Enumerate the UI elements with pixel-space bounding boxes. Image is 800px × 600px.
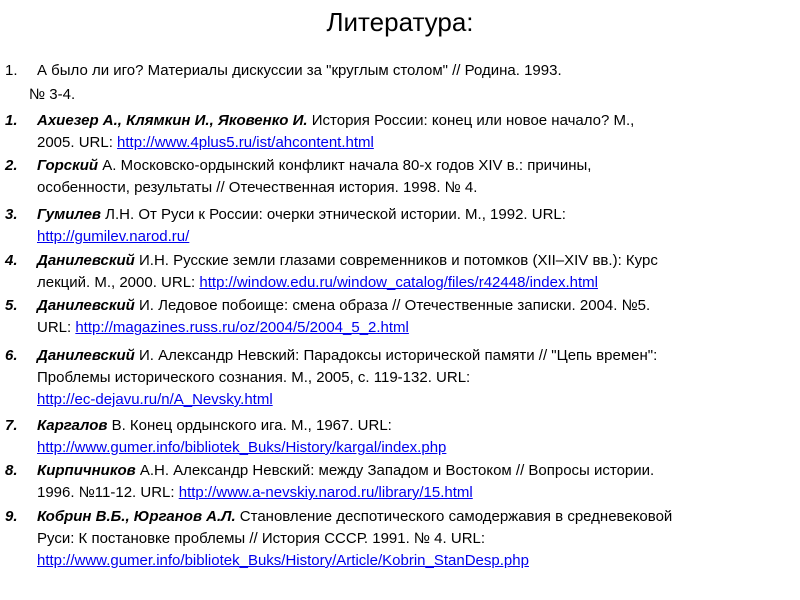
reference-line-text: В. Конец ордынского ига. М., 1967. URL: (107, 417, 392, 434)
reference-line (37, 550, 797, 572)
reference-number: 4. (5, 252, 18, 269)
reference-line-text: 2005. URL: (37, 134, 118, 151)
reference-line-text: Руси: К постановке проблемы // История СССР. 1991. № 4. URL: (37, 530, 486, 547)
reference-line-text: особенности, результаты // Отечественная история. 1998. № 4. (37, 179, 478, 196)
reference-url-link[interactable]: http://magazines.russ.ru/oz/2004/5/2004_5_2.html (75, 319, 409, 336)
reference-text (37, 110, 797, 154)
reference-line (37, 437, 797, 459)
reference-line (37, 132, 797, 154)
reference-line-text: А.Н. Александр Невский: между Западом и Востоком // Вопросы истории. (135, 462, 655, 479)
reference-url-link[interactable]: http://ec-dejavu.ru/n/A_Nevsky.html (37, 391, 273, 408)
reference-number: 9. (5, 508, 18, 525)
reference-text (37, 345, 797, 411)
reference-line (37, 528, 797, 550)
reference-author: Данилевский (37, 297, 135, 314)
reference-line-text: И. Ледовое побоище: смена образа // Отечественные записки. 2004. №5. (134, 297, 651, 314)
reference-line (37, 226, 797, 248)
reference-line (37, 250, 797, 272)
reference-number: 6. (5, 347, 18, 364)
reference-line-text: Становление деспотического самодержавия в средневековой (235, 508, 673, 525)
reference-number: 1. (5, 112, 18, 129)
reference-line-text: № 3-4. (29, 86, 76, 103)
reference-line-text: лекций. М., 2000. URL: (37, 274, 200, 291)
reference-url-link[interactable]: http://www.gumer.info/bibliotek_Buks/History/Article/Kobrin_StanDesp.php (37, 552, 529, 569)
reference-url-link[interactable]: http://www.a-nevskiy.narod.ru/library/15.html (178, 484, 473, 501)
reference-line (37, 60, 797, 82)
reference-line (37, 295, 797, 317)
reference-text (37, 204, 797, 248)
reference-number: 2. (5, 157, 18, 174)
reference-author: Кирпичников (37, 462, 136, 479)
reference-author: Горский (37, 157, 99, 174)
reference-text (37, 250, 797, 294)
reference-text (37, 295, 797, 339)
reference-line-text: А. Московско-ордынский конфликт начала 80-х годов XIV в.: причины, (98, 157, 592, 174)
reference-url-link[interactable]: http://www.4plus5.ru/ist/ahcontent.html (117, 134, 374, 151)
reference-line (37, 389, 797, 411)
reference-line (37, 317, 797, 339)
reference-line (37, 415, 797, 437)
reference-author: Данилевский (37, 347, 135, 364)
reference-line (37, 460, 797, 482)
reference-line (29, 84, 797, 106)
reference-line (37, 177, 797, 199)
reference-number: 5. (5, 297, 18, 314)
reference-number: 3. (5, 206, 18, 223)
reference-line-text: Л.Н. От Руси к России: очерки этнической истории. М., 1992. URL: (100, 206, 566, 223)
reference-author: Каргалов (37, 417, 108, 434)
reference-line (37, 367, 797, 389)
reference-text (37, 506, 797, 572)
reference-line-text: И. Александр Невский: Парадоксы исторической памяти // "Цепь времен": (134, 347, 658, 364)
reference-line-text: И.Н. Русские земли глазами современников и потомков (XII–XIV вв.): Курс (134, 252, 658, 269)
reference-text (37, 460, 797, 504)
reference-number: 8. (5, 462, 18, 479)
reference-url-link[interactable]: http://gumilev.narod.ru/ (37, 228, 190, 245)
reference-line-text: Проблемы исторического сознания. М., 2005, с. 119-132. URL: (37, 369, 471, 386)
reference-line-text: 1996. №11-12. URL: (37, 484, 179, 501)
reference-url-link[interactable]: http://window.edu.ru/window_catalog/files/r42448/index.html (199, 274, 598, 291)
reference-text (37, 155, 797, 199)
reference-line (37, 204, 797, 226)
reference-line (37, 345, 797, 367)
page-title: Литература: (326, 7, 474, 37)
reference-line-text: А было ли иго? Материалы дискуссии за "круглым столом" // Родина. 1993. (37, 62, 562, 79)
reference-text (37, 415, 797, 459)
reference-author: Ахиезер А., Клямкин И., Яковенко И. (37, 112, 308, 129)
reference-author: Гумилев (37, 206, 101, 223)
reference-line (37, 110, 797, 132)
reference-author: Кобрин В.Б., Юрганов А.Л. (37, 508, 236, 525)
reference-url-link[interactable]: http://www.gumer.info/bibliotek_Buks/History/kargal/index.php (37, 439, 447, 456)
reference-line (37, 155, 797, 177)
reference-author: Данилевский (37, 252, 135, 269)
reference-line (37, 506, 797, 528)
reference-line-text: История России: конец или новое начало? М., (307, 112, 635, 129)
reference-number: 1. (5, 62, 18, 79)
reference-line-text: URL: (37, 319, 76, 336)
reference-number: 7. (5, 417, 18, 434)
reference-line (37, 272, 797, 294)
reference-text (29, 60, 797, 106)
reference-line (37, 482, 797, 504)
